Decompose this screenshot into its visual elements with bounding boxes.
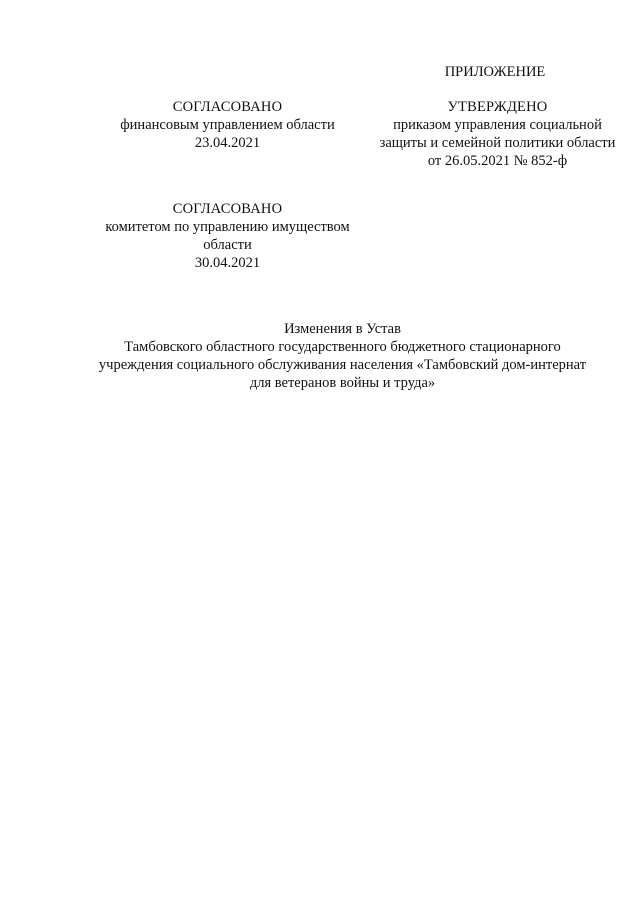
approval-order-number: от 26.05.2021 № 852-ф bbox=[427, 153, 568, 169]
appendix-text: ПРИЛОЖЕНИЕ bbox=[444, 64, 546, 80]
property-agreement-block bbox=[90, 200, 365, 272]
finance-agreement-heading: СОГЛАСОВАНО bbox=[172, 99, 283, 115]
property-agreement-date: 30.04.2021 bbox=[194, 255, 261, 271]
property-agreement-heading: СОГЛАСОВАНО bbox=[172, 201, 283, 217]
document-title-line: Тамбовского областного государственного бюджетного стационарного bbox=[124, 339, 561, 355]
property-agreement-authority: комитетом по управлению имуществом bbox=[105, 219, 350, 235]
document-title bbox=[60, 320, 625, 392]
document-title-line: учреждения социального обслуживания населения «Тамбовский дом-интернат bbox=[98, 357, 587, 373]
appendix-label bbox=[420, 63, 570, 81]
finance-agreement-authority: финансовым управлением области bbox=[120, 117, 335, 133]
property-agreement-authority-cont: области bbox=[203, 237, 252, 253]
finance-agreement-date: 23.04.2021 bbox=[194, 135, 261, 151]
finance-agreement-block bbox=[100, 98, 355, 152]
approval-block bbox=[360, 98, 635, 170]
document-title-line: для ветеранов войны и труда» bbox=[249, 375, 436, 391]
approval-line: защиты и семейной политики области bbox=[379, 135, 616, 151]
approval-heading: УТВЕРЖДЕНО bbox=[447, 99, 548, 115]
document-title-line: Изменения в Устав bbox=[284, 321, 401, 337]
approval-line: приказом управления социальной bbox=[393, 117, 602, 133]
